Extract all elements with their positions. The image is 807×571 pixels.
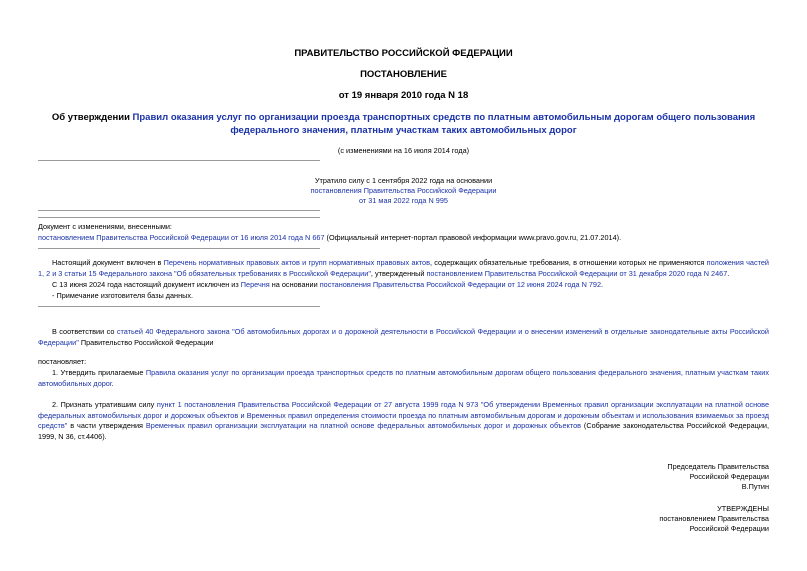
document-title: [30, 112, 777, 137]
decree-973-link[interactable]: пункт 1 постановления Правительства Российской Федерации от 27 августа 1999 года N 973 "Об утверждении Временных правил организации эксплуатации на платной основе федеральных автомобильных дорог и дорожных объектов и Временных правил определения стоимости проезда по платным автомобильным дорогам и дорожным объектам и использования взимаемых за проезд средств": [38, 400, 770, 430]
body-text: 1. Утвердить прилагаемые: [52, 368, 146, 377]
body-paragraph-1: [38, 327, 769, 348]
doc-type-heading: ПОСТАНОВЛЕНИЕ: [360, 69, 447, 80]
divider: [38, 160, 320, 161]
body-text: 2. Признать утратившим силу: [52, 400, 157, 409]
note-paragraph-2: [38, 280, 769, 291]
note-decree-792-link[interactable]: постановления Правительства Российской Федерации от 12 июня 2024 года N 792: [319, 280, 602, 289]
changes-source-text: (Официальный интернет-портал правовой информации www.pravo.gov.ru, 21.07.2014).: [324, 233, 622, 242]
title-prefix: Об утверждении: [51, 112, 133, 123]
note-text: С 13 июня 2024 года настоящий документ исключен из: [52, 280, 241, 289]
approved-line-2: постановлением Правительства: [659, 514, 769, 523]
date-number-heading: от 19 января 2010 года N 18: [338, 90, 469, 101]
note-text: , содержащих обязательные требования, в отношении которых не применяются: [430, 258, 707, 267]
temporary-rules-link[interactable]: Временных правил организации эксплуатации на платной основе федеральных автомобильных дорог и дорожных объектов: [145, 421, 582, 430]
body-paragraph-2: [38, 368, 769, 389]
divider: [38, 248, 320, 249]
divider: [38, 217, 320, 218]
note-text: на основании: [269, 280, 320, 289]
approved-line-3: Российской Федерации: [689, 524, 769, 533]
note-paragraph-3: - Примечание изготовителя базы данных.: [52, 291, 194, 300]
note-law-link[interactable]: положения частей 1, 2 и 3 статьи 15 Федерального закона "Об обязательных требованиях в Российской Федерации": [38, 258, 770, 278]
expired-decree-link[interactable]: постановления Правительства Российской Федерации: [310, 186, 497, 195]
government-heading: ПРАВИТЕЛЬСТВО РОССИЙСКОЙ ФЕДЕРАЦИИ: [294, 48, 513, 59]
changes-label: Документ с изменениями, внесенными:: [38, 222, 172, 231]
divider: [38, 210, 320, 211]
expired-decree-date-link[interactable]: от 31 мая 2022 года N 995: [359, 196, 448, 205]
signature-title-2: Российской Федерации: [689, 472, 769, 481]
changes-decree-link[interactable]: постановлением Правительства Российской Федерации от 16 июля 2014 года N 667: [38, 233, 325, 242]
approved-heading: УТВЕРЖДЕНЫ: [717, 504, 769, 513]
decrees-word: постановляет:: [38, 357, 87, 366]
note-list-link[interactable]: Перечень нормативных правовых актов и групп нормативных правовых актов: [163, 258, 430, 267]
note-text: .: [601, 280, 604, 289]
note-exclusion-list-link[interactable]: Перечня: [240, 280, 270, 289]
expired-link-line-3: [0, 196, 807, 207]
body-text: .: [111, 378, 114, 388]
approved-rules-link[interactable]: Правила оказания услуг по организации проезда транспортных средств по платным автомобильным дорогам общего пользования федерального значения, платным участкам таких автомобильных дорог: [38, 368, 769, 388]
changes-source: [38, 233, 769, 244]
body-text: Правительство Российской Федерации: [78, 337, 214, 347]
note-paragraph-1: [38, 258, 769, 279]
article-40-link[interactable]: статьей 40 Федерального закона "Об автомобильных дорогах и о дорожной деятельности в Российской Федерации и о внесении изменений в отдельные законодательные акты Российской Федерации": [38, 327, 770, 347]
note-text: Настоящий документ включен в: [52, 258, 164, 267]
revision-note: (с изменениями на 16 июля 2014 года): [337, 146, 470, 155]
expired-link-line-2: [0, 186, 807, 197]
note-decree-2467-link[interactable]: постановлением Правительства Российской Федерации от 31 декабря 2020 года N 2467: [426, 268, 728, 278]
note-text: .: [727, 268, 730, 278]
note-text: , утвержденный: [370, 268, 427, 278]
body-text: в части утверждения: [67, 421, 146, 430]
title-rules-link[interactable]: Правил оказания услуг по организации проезда транспортных средств по платным автомобильным дорогам общего пользования федерального значения, платным участкам таких автомобильных дорог: [132, 112, 756, 136]
body-text: (Собрание законодательства Российской Федерации, 1999, N 36, ст.4406).: [38, 421, 769, 441]
divider: [38, 306, 320, 307]
expired-line-1: Утратило силу с 1 сентября 2022 года на основании: [314, 176, 493, 185]
signature-title-1: Председатель Правительства: [667, 462, 769, 471]
body-text: В соответствии со: [52, 327, 117, 336]
signature-name: В.Путин: [741, 482, 769, 491]
body-paragraph-3: [38, 400, 769, 442]
